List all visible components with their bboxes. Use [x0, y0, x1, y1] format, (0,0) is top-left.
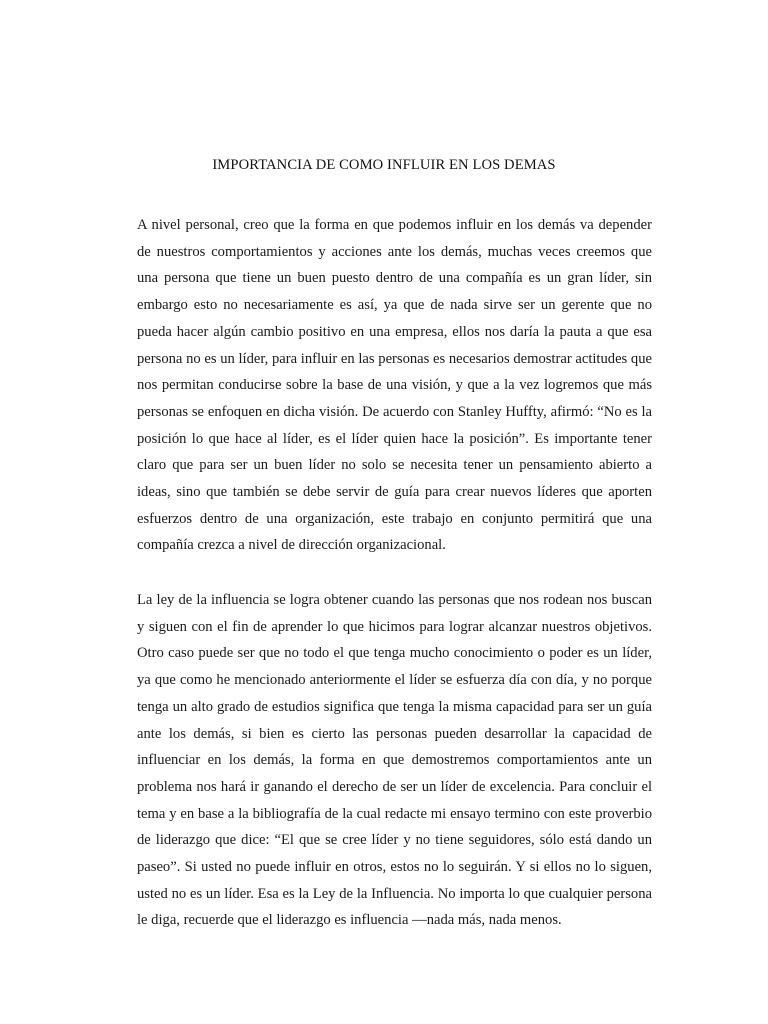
paragraph-2: La ley de la influencia se logra obtener cuando las personas que nos rodean nos buscan y siguen con el fin de aprender lo que hicimos para lograr alcanzar nuestros objetivos. Otro caso puede ser que no todo el que tenga mucho conocimiento o poder es un líder, ya que como he mencionado anteriormente el líder se esfuerza día con día, y no porque tenga un alto grado de estudios significa que tenga la misma capacidad para ser un guía ante los demás, si bien es cierto las personas pueden desarrollar la capacidad de influenciar en los demás, la forma en que demostremos comportamientos ante un problema nos hará ir ganando el derecho de ser un líder de excelencia. Para concluir el tema y en base a la bibliografía de la cual redacte mi ensayo termino con este proverbio de liderazgo que dice: “El que se cree líder y no tiene seguidores, sólo está dando un paseo”. Si usted no puede influir en otros, estos no lo seguirán. Y si ellos no lo siguen, usted no es un líder. Esa es la Ley de la Influencia. No importa lo que cualquier persona le diga, recuerde que el liderazgo es influencia —nada más, nada menos. — [137, 592, 652, 929]
paragraph-1: A nivel personal, creo que la forma en que podemos influir en los demás va depender de nuestros comportamientos y acciones ante los demás, muchas veces creemos que una persona que tiene un buen puesto dentro de una compañía es un gran líder, sin embargo esto no necesariamente es así, ya que de nada sirve ser un gerente que no pueda hacer algún cambio positivo en una empresa, ellos nos daría la pauta a que esa persona no es un líder, para influir en las personas es necesarios demostrar actitudes que nos permitan conducirse sobre la base de una visión, y que a la vez logremos que más personas se enfoquen en dicha visión. De acuerdo con Stanley Huffty, afirmó: “No es la posición lo que hace al líder, es el líder quien hace la posición”. Es importante tener claro que para ser un buen líder no solo se necesita tener un pensamiento abierto a ideas, sino que también se debe servir de guía para crear nuevos líderes que aporten esfuerzos dentro de una organización, este trabajo en conjunto permitirá que una compañía crezca a nivel de dirección organizacional. — [137, 217, 652, 554]
document-title: IMPORTANCIA DE COMO INFLUIR EN LOS DEMAS — [212, 157, 556, 173]
